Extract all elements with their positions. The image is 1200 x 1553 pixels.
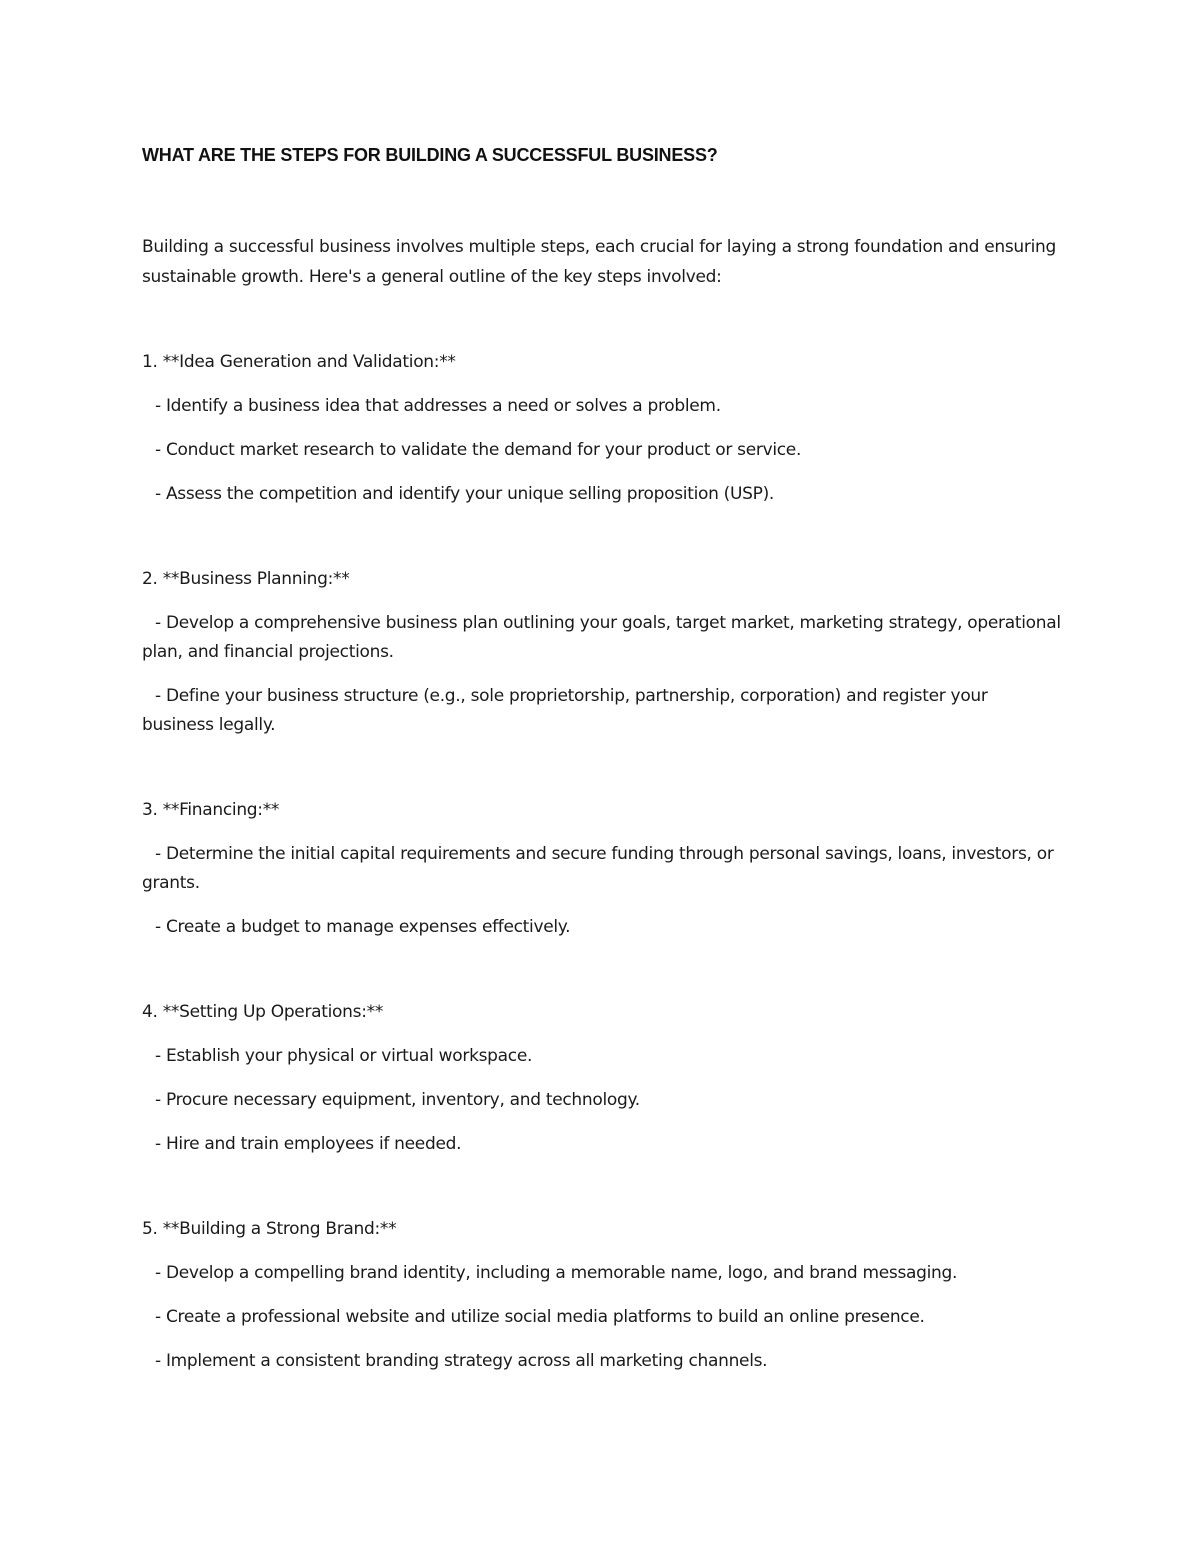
bullet-item: - Identify a business idea that addresses a need or solves a problem. (155, 396, 721, 416)
section-setting-up-operations (142, 997, 1062, 1159)
bullet-item: - Assess the competition and identify your unique selling proposition (USP). (155, 484, 775, 504)
bullet-item: - Determine the initial capital requirements and secure funding through personal savings, loans, investors, or grants. (142, 844, 1054, 893)
section-building-brand (142, 1214, 1062, 1376)
bullet-item: - Hire and train employees if needed. (155, 1134, 462, 1154)
section-heading: 4. **Setting Up Operations:** (142, 1002, 384, 1022)
section-heading: 1. **Idea Generation and Validation:** (142, 352, 456, 372)
bullet-item: - Develop a compelling brand identity, including a memorable name, logo, and brand messaging. (155, 1263, 958, 1283)
document-title: WHAT ARE THE STEPS FOR BUILDING A SUCCESSFUL BUSINESS? (142, 145, 718, 165)
bullet-item: - Procure necessary equipment, inventory, and technology. (155, 1090, 640, 1110)
bullet-item: - Conduct market research to validate the demand for your product or service. (155, 440, 802, 460)
bullet-item: - Establish your physical or virtual workspace. (155, 1046, 533, 1066)
section-idea-generation (142, 347, 1062, 509)
bullet-item: - Define your business structure (e.g., sole proprietorship, partnership, corporation) and register your business legally. (142, 686, 988, 735)
bullet-item: - Develop a comprehensive business plan outlining your goals, target market, marketing strategy, operational plan, and financial projections. (142, 613, 1061, 662)
bullet-item: - Create a professional website and utilize social media platforms to build an online presence. (155, 1307, 925, 1327)
intro-paragraph: Building a successful business involves multiple steps, each crucial for laying a strong foundation and ensuring sustainable growth. Here's a general outline of the key steps involved: (142, 237, 1056, 287)
document-body (142, 140, 1062, 1376)
bullet-item: - Create a budget to manage expenses effectively. (155, 917, 571, 937)
section-heading: 5. **Building a Strong Brand:** (142, 1219, 397, 1239)
section-financing (142, 795, 1062, 942)
section-business-planning (142, 564, 1062, 740)
section-heading: 3. **Financing:** (142, 800, 280, 820)
section-heading: 2. **Business Planning:** (142, 569, 350, 589)
bullet-item: - Implement a consistent branding strategy across all marketing channels. (155, 1351, 768, 1371)
